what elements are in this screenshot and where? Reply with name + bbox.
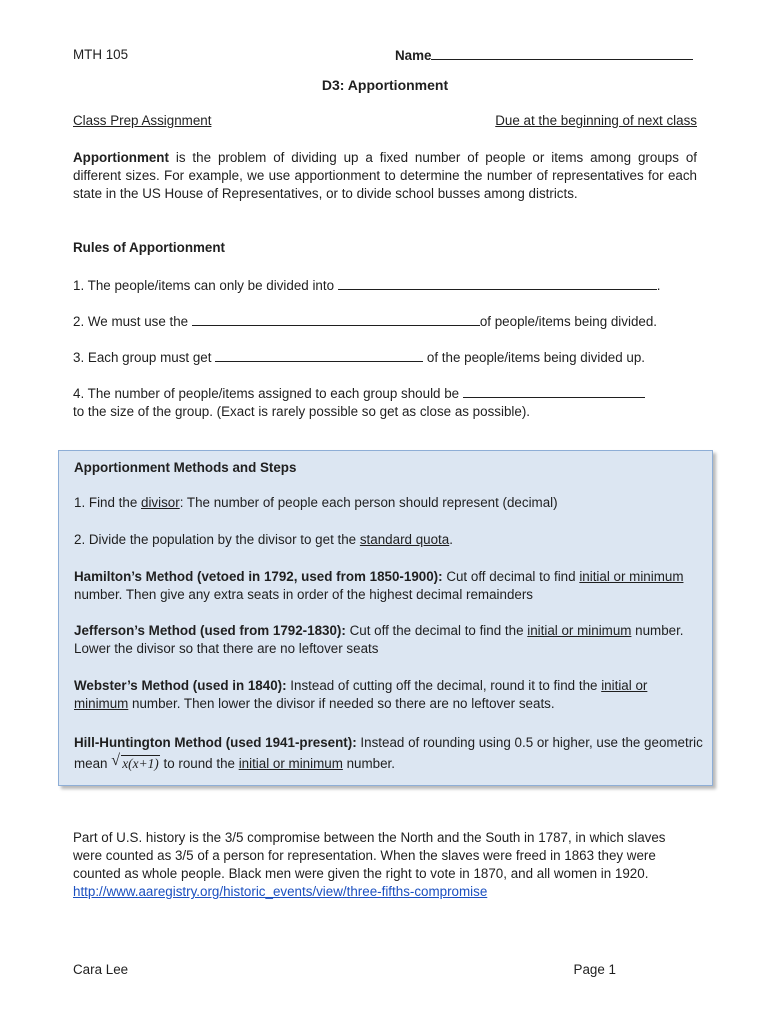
- radical-sign-icon: √: [111, 752, 120, 769]
- hill-text-1: Instead of rounding using 0.5 or higher, use the geometric mean: [74, 735, 703, 771]
- hill-text-3: number.: [342, 756, 395, 771]
- rule-2-end: of people/items being divided.: [479, 314, 658, 329]
- webster-text-2: number. Then lower the divisor if needed so there are no leftover seats.: [128, 696, 555, 711]
- formula-radicand: x(x+1): [122, 756, 159, 771]
- hill-text-2: to round the: [159, 756, 239, 771]
- step-1: [74, 494, 704, 512]
- geometric-mean-formula: [111, 753, 160, 774]
- webster-method: [74, 677, 704, 713]
- rule-4: [73, 384, 697, 421]
- hamilton-title: Hamilton’s Method (vetoed in 1792, used from 1850-1900):: [74, 569, 443, 584]
- rule-1-end: .: [656, 278, 661, 293]
- webster-title: Webster’s Method (used in 1840):: [74, 678, 287, 693]
- rule-3-text: 3. Each group must get: [73, 350, 216, 365]
- step-2-term: standard quota: [359, 532, 450, 547]
- page-title: D3: Apportionment: [321, 77, 449, 93]
- assignment-type: Class Prep Assignment: [73, 113, 212, 128]
- due-date: Due at the beginning of next class: [495, 113, 697, 128]
- webster-term: initial or minimum: [74, 678, 648, 711]
- rule-2-blank[interactable]: [192, 312, 480, 326]
- footer-page-number: Page 1: [573, 962, 616, 977]
- hamilton-text-2: number. Then give any extra seats in order of the highest decimal remainders: [74, 587, 534, 602]
- history-text: Part of U.S. history is the 3/5 compromise between the North and the South in 1787, in which slaves were counted as 3/5 of a person for representation. When the slaves were freed in 1863 they were counted as whole people. Black men were given the right to vote in 1870, and all women in 1920.: [73, 830, 666, 881]
- rule-3-blank[interactable]: [215, 348, 423, 362]
- step-2-end: .: [449, 532, 453, 547]
- rule-1: [73, 276, 697, 295]
- jefferson-text-2: number. Lower the divisor so that there are no leftover seats: [74, 623, 684, 656]
- hamilton-text-1: Cut off decimal to find: [442, 569, 580, 584]
- rule-3: [73, 348, 697, 367]
- step-1-term: divisor: [141, 495, 180, 510]
- rule-2: [73, 312, 697, 331]
- rule-4-text: 4. The number of people/items assigned to each group should be: [73, 386, 463, 401]
- methods-box: [58, 450, 713, 786]
- step-2-text: 2. Divide the population by the divisor to get the: [74, 532, 360, 547]
- hamilton-term: initial or minimum: [579, 569, 684, 584]
- hill-title: Hill-Huntington Method (used 1941-present):: [74, 735, 357, 750]
- intro-text: is the problem of dividing up a fixed number of people or items among groups of different sizes. For example, we use apportionment to determine the number of representatives for each state in the US House of Representatives, or to divide school busses among districts.: [73, 150, 697, 201]
- rule-4-end: to the size of the group. (Exact is rarely possible so get as close as possible).: [73, 404, 530, 419]
- rule-2-text: 2. We must use the: [73, 314, 192, 329]
- intro-paragraph: [73, 149, 697, 203]
- jefferson-title: Jefferson’s Method (used from 1792-1830):: [74, 623, 346, 638]
- hill-term: initial or minimum: [238, 756, 343, 771]
- jefferson-method: [74, 622, 704, 658]
- step-2: [74, 531, 704, 549]
- history-link[interactable]: http://www.aaregistry.org/historic_events/view/three-fifths-compromise: [73, 884, 488, 899]
- rule-4-blank[interactable]: [463, 384, 645, 398]
- rules-heading: Rules of Apportionment: [73, 240, 225, 255]
- hill-huntington-method: [74, 732, 704, 774]
- hamilton-method: [74, 568, 704, 604]
- course-code: MTH 105: [73, 47, 129, 62]
- name-label: Name: [395, 48, 432, 63]
- step-1-text: 1. Find the: [74, 495, 141, 510]
- history-paragraph: [73, 829, 697, 901]
- methods-heading: Apportionment Methods and Steps: [74, 460, 297, 475]
- step-1-end: : The number of people each person should represent (decimal): [179, 495, 558, 510]
- rule-1-text: 1. The people/items can only be divided into: [73, 278, 338, 293]
- footer-author: Cara Lee: [73, 962, 129, 977]
- rule-1-blank[interactable]: [338, 276, 657, 290]
- name-field: [395, 46, 697, 65]
- name-blank[interactable]: [431, 46, 693, 60]
- intro-term: Apportionment: [73, 150, 169, 165]
- jefferson-text-1: Cut off the decimal to find the: [345, 623, 528, 638]
- webster-text-1: Instead of cutting off the decimal, round it to find the: [286, 678, 602, 693]
- rule-3-end: of the people/items being divided up.: [423, 350, 646, 365]
- jefferson-term: initial or minimum: [527, 623, 632, 638]
